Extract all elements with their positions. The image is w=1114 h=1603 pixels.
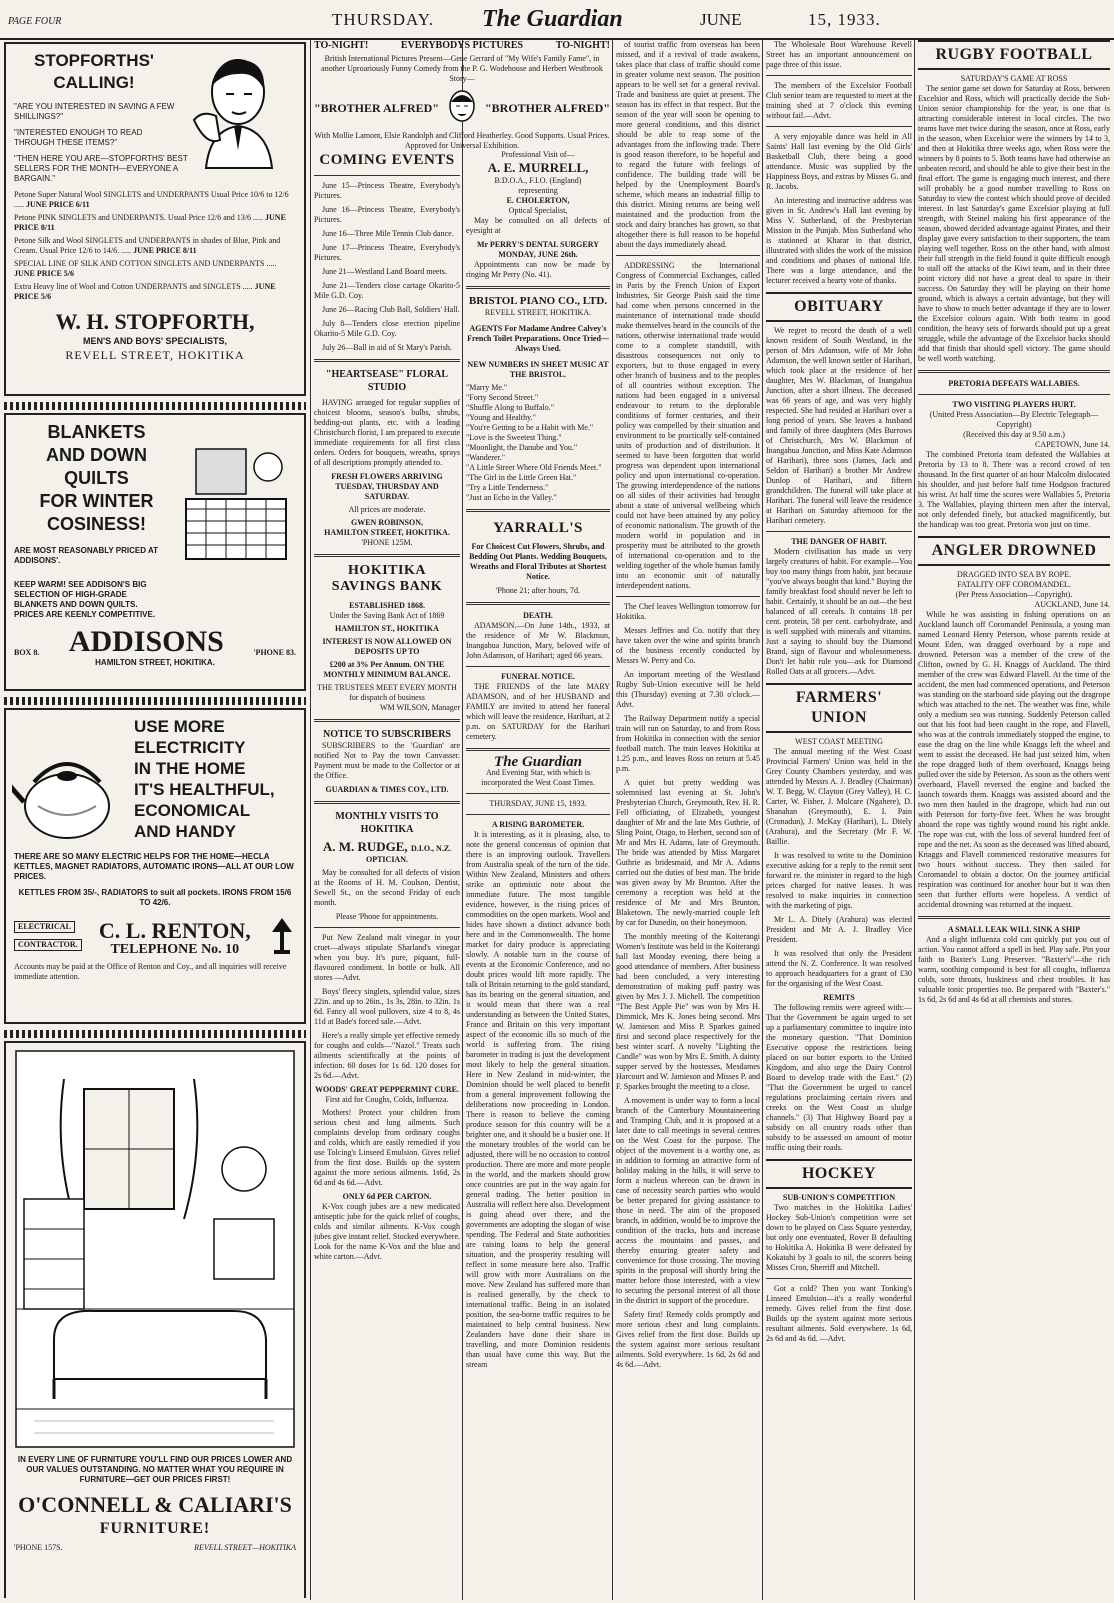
- leak-title: A SMALL LEAK WILL SINK A SHIP: [947, 925, 1081, 934]
- funeral-body: THE FRIENDS of the late MARY ADAMSON, and of her HUSBAND and FAMILY are invited to attend her funeral which will leave the residence, Harihari, at 2 p.m. on SATURDAY for the Harihari cemetery.: [466, 682, 610, 741]
- item-text: Petone Super Natural Wool SINGLETS and UNDERPANTS Usual Price 10/6 to 12/6: [14, 190, 289, 199]
- pictures-tonight: TO-NIGHT!: [314, 40, 369, 51]
- item-text: Extra Heavy line of Wool and Cotton UNDERPANTS and SINGLETS: [14, 282, 241, 291]
- renton-phone: TELEPHONE No. 10: [110, 941, 240, 957]
- renton-body: THERE ARE SO MANY ELECTRIC HELPS FOR THE HOME—HECLA KETTLES, MAGNET RADIATORS, AUTOMATIC IRONS—ALL AT OUR LOW PRICES.: [14, 852, 294, 881]
- woods-body: Mothers! Protect your children from serious chest and lung ailments. Such complaints develop from ordinary coughs and colds, which are easily remedied if you use Tolcing's Linseed Emulsion. Gives relief from the first dose. Builds up the system against the more serious ailments. 1s6d, 2s 6d and 4s 6d.—Advt.: [314, 1108, 460, 1187]
- event-item: June 15—Princess Theatre, Everybody's Pictures.: [314, 181, 460, 200]
- news-para: A quiet but pretty wedding was solemnised last evening at St. John's Presbyterian Church, Greymouth, Rev. H. R. Fell officiating, of Elizabeth, youngest daughter of Mr and the late Mrs Guthrie, of Sling Point, Otago, to Herbert, second son of Mr and Mrs H. Adams, late of Greymouth. The bride was attended by Miss Margaret Guthrie as bridesmaid, and Mr A. Adams carried out the duties of best man. The bride was given away by Mr Brunton. After the ceremony a reception was held at the residence of Mr and Mrs Brunton, Blaketown. The newly-married couple left by car for Dunedin, on their honeymoon.: [616, 778, 760, 927]
- stopforth-item: Petone PINK SINGLETS and UNDERPANTS. Usual Price 12/6 and 13/6 ..... JUNE PRICE 8/11: [14, 213, 286, 232]
- page-label: PAGE FOUR: [8, 16, 62, 27]
- editorial-masthead: The Guardian: [494, 754, 582, 770]
- remits-title: REMITS: [823, 993, 855, 1002]
- pretoria-credit: (United Press Association—By Electric Telegraph—Copyright): [929, 410, 1099, 429]
- stopforth-question: "ARE YOU INTERESTED IN SAVING A FEW SHILLINGS?": [14, 102, 175, 121]
- stopforth-item: Petone Super Natural Wool SINGLETS and UNDERPANTS Usual Price 10/6 to 12/6 ..... JUNE PRICE 6/11: [14, 190, 289, 209]
- song-item: "A Little Street Where Old Friends Meet.": [466, 463, 602, 472]
- news-para: An important meeting of the Westland Rugby Sub-Union executive will be held this (Thursday) evening at 7.30 o'clock.—Advt.: [616, 670, 760, 709]
- editorial-body: It is interesting, as it is pleasing, also, to note the general concensus of opinion that there is an improving outlook. Travellers from Australia speak of the turn of the tide. Within New Zealand, Ministers and others strike an optimistic note about the immediate future. The most tangible evidence, however, is the rising prices of commodities on the open markets. Wool and hides have shown a distinct advance both here and in the Commonwealth. The home market for dairy produce is appreciating slowly. A notable turn in the course of events at the Economic Conference, and no doubt prices would lift more rapidly. The talk of Britain returning to the gold standard, has its bearing on the general situation, and it would mean that there was a real understanding as between the United States, France and Britain on this very important aspect of the economic ills so much of the world is suffering from. The rising barometer in trading is just the development most likely to help the general situation. Here in New Zealand in mid-winter, the Dominion should be well placed to benefit from a general improvement following the deliberations now proceeding in London. There is reason to believe the coming produce season for this country will be a brighter one, and it should be a busier one. If the monetary troubles of the world can be adjusted, there will be no occasion to control production. There are more and more people in the world, and the markets should grow once countries are put in the way again for general trading. The better position in Australia will reflect here also. Development is going ahead over there, and the governments are adopting the slogan of wise spending. The Federal and State authorities are raising loans to help the general situation, and the prosperity resulting will reflect in some measure here also. Traffic will grow with more Australians on the move. New Zealand has suffered more than is realised generally, by the check to international traffic. Being in an isolated position, the sea-borne traffic requires to be maintained to help central business. New Zealanders have done their share in travelling, and more Dominion residents than usual have come this way. But the stream: [466, 830, 610, 1369]
- oconnell-ad: [4, 1041, 306, 1598]
- stopforth-address: REVELL STREET, HOKITIKA: [65, 348, 245, 362]
- angler-body: While he was assisting in fishing operations on an Auckland launch off Coromandel Peninsula, a young man named Leonard Henry Peterson, whose parents reside at Mount Eden, was dragged overboard by a rope and drowned. Peterson was a member of the crew of the Clifton, owned by G. H. Knaggs of Auckland. The third member of the crew was Edward Flavell. At the time of the accident, the men had commenced operations, and Peterson was standing on the starboard side playing out the dragrope which was attached to the net. The weather was fine, while only a medium sea was running. Suddenly Peterson called out that his foot had been caught in the rope, and Flavell, who was at the controls immediately stopped the engine, to ease the drag on the line while Knaggs left the wheel and went to assist the deceased. He had just seized him, when the rope dragged both of them overboard, Knaggs being pulled over the side by Peterson. As soon as the others went overboard, Flavell reversed the engine and backed the launch towards them. Knaggs was assisted aboard and the two men then hauled in the dragrope, which had run out with Peterson for forty-five feet. When he was brought aboard the rope was tightly wound round his right ankle. The rope was cut, with the loss of several hundred feet of rope and the net. As soon as the deceased was lifted aboard, Knaggs and Flavell commenced restorative measures for two hours without success. They then sailed for Coromandel to obtain a doctor. On the journey artificial respiration was continued for another hour but it was then seen that further efforts were hopeless. A verdict of accidental drowning was returned at the inquest.: [918, 610, 1110, 909]
- addisons-quilts: AND DOWN QUILTS: [46, 445, 147, 488]
- oconnell-name: O'CONNELL & CALIARI'S: [18, 1492, 292, 1517]
- murrell-body: May be consulted on all defects of eyesight at: [466, 216, 610, 235]
- murrell-where: Mr PERRY'S DENTAL SURGERY: [476, 240, 600, 249]
- item-text: Petone PINK SINGLETS and UNDERPANTS. Usual Price 12/6 and 13/6: [14, 213, 252, 222]
- news-para: The Chef leaves Wellington tomorrow for Hokitika.: [616, 602, 760, 621]
- habit-title: THE DANGER OF HABIT.: [791, 537, 887, 546]
- yarrall-body: For Choicest Cut Flowers, Shrubs, and Bedding Out Plants. Wedding Bouquets, Wreaths and Floral Tributes at Shortest Notice.: [469, 542, 607, 581]
- item-text: Petone Silk and Wool SINGLETS and UNDERPANTS in shades of Blue, Pink and Cream. Usual Price 12/6 to 14/6.: [14, 236, 281, 255]
- addisons-ad: [4, 413, 306, 691]
- rugby-title: RUGBY FOOTBALL: [935, 46, 1093, 63]
- death-body: ADAMSON.—On June 14th., 1933, at the residence of Mr W. Blackmun, Inangahua Junction, Mary, beloved wife of John Adamson, of Harihari; aged 66 years.: [466, 621, 610, 660]
- event-item: June 21—Tenders close cartage Okarito-5 Mile G.D. Coy.: [314, 281, 460, 300]
- notice-body: SUBSCRIBERS to the 'Guardian' are notified Not to Pay the town Canvasser. Payment must be made to the Collector or at the Office.: [314, 741, 460, 780]
- bristol-title: BRISTOL PIANO CO., LTD.: [468, 295, 608, 307]
- pretoria-dateline: CAPETOWN, June 14.: [1035, 440, 1110, 449]
- rugby-sub: SATURDAY'S GAME AT ROSS: [960, 74, 1068, 83]
- event-item: June 17—Princess Theatre, Everybody's Pictures.: [314, 243, 460, 262]
- song-item: "Marry Me.": [466, 383, 508, 392]
- masthead-date: 15, 1933.: [808, 10, 881, 29]
- obituary-title: OBITUARY: [794, 298, 884, 315]
- murrell-when: MONDAY, JUNE 26th.: [498, 250, 578, 259]
- habit-body: Modern civilisation has made us very largely creatures of habit. For example—You buy too many things from habit, just because "you've always bought that kind." Buying the family breakfast food should never be left to habit. Certainly, it should be an oat—the best balanced of all cereals. It contains 18 per cent. protein, 58 per cent. carbohydrate, and is well supplied with minerals and vitamins. Just a saying to should buy the Diamond Brand, sign of flavour and wholesomeness. Don't let habit rule you—ask for Diamond Rolled Oats at all grocers.—Advt.: [766, 547, 912, 676]
- song-item: "You're Getting to be a Habit with Me.": [466, 423, 594, 432]
- bristol-street: REVELL STREET, HOKITIKA.: [484, 308, 592, 317]
- bank-interest: INTEREST IS NOW ALLOWED ON DEPOSITS UP TO: [322, 637, 452, 656]
- addisons-phone: 'PHONE 83.: [253, 648, 296, 657]
- renton-contractor: CONTRACTOR.: [14, 939, 82, 951]
- masthead: [0, 0, 1114, 40]
- pretoria-body: The combined Pretoria team defeated the Wallabies at Pretoria by 13 to 8. There was a record crowd of ten thousand. In the first quarter of an hour Malcolm dislocated his shoulder, and just before half time Hodgson fractured his wrist. At half time the scores were Wallabies 5, Pretoria 3. The Wallabies, playing thirteen men after the interval, not only defended finely, but attacked magnificently, but the handicap was too great. Pretoria won just on time.: [918, 450, 1110, 529]
- angler-title: ANGLER DROWNED: [931, 542, 1097, 559]
- heartsease-fresh: FRESH FLOWERS ARRIVING TUESDAY, THURSDAY AND SATURDAY.: [331, 472, 443, 501]
- news-para: Messrs Jeffries and Co. notify that they have taken over the wine and spirits branch of the business recently conducted by Messrs W. Perry and Co.: [616, 626, 760, 665]
- heartsease-name: GWEN ROBINSON,: [350, 518, 423, 527]
- angler-dateline: AUCKLAND, June 14.: [1034, 600, 1110, 609]
- stopforth-question: "INTERESTED ENOUGH TO READ THROUGH THESE ITEMS?": [14, 128, 143, 147]
- heartsease-phone: 'PHONE 125M.: [361, 538, 413, 547]
- renton-ad: [4, 708, 306, 1024]
- renton-name: C. L. RENTON,: [98, 917, 251, 943]
- yarrall-title: YARRALL'S: [493, 520, 583, 536]
- stopforth-name: W. H. STOPFORTH,: [55, 309, 255, 334]
- item-price: JUNE PRICE 6/11: [26, 200, 90, 209]
- editorial-date: THURSDAY, JUNE 15, 1933.: [489, 799, 587, 808]
- heartsease-prices: All prices are moderate.: [348, 505, 426, 514]
- face-icon: [445, 88, 479, 128]
- coming-events-list: [314, 181, 460, 353]
- stopforth-question: "THEN HERE YOU ARE—STOPFORTHS' BEST SELLERS FOR THE MONTH—EVERYONE A BARGAIN.": [14, 154, 188, 183]
- item-price: JUNE PRICE 5/6: [14, 282, 276, 301]
- column-rule: [310, 40, 311, 1600]
- bank-title: SAVINGS BANK: [331, 579, 443, 594]
- column-rule: [612, 40, 613, 1600]
- border-ornament: [4, 1030, 306, 1038]
- angler-credit: (Per Press Association—Copyright).: [955, 590, 1073, 599]
- news-para: The members of the Excelsior Football Club senior team are requested to meet at the training shed at 7 o'clock this evening without fail.—Advt.: [766, 81, 912, 120]
- farmers-body: Mr L. A. Ditely (Arahura) was elected President and Mr A. J. Bradley Vice President.: [766, 915, 912, 944]
- remits-body: The following remits were agreed with:—That the Government be again urged to set up a parliamentary committee to inquire into the monetary question. "That Dominion Executive oppose the restrictions being placed on our butter exports to the United Kingdom, and also urge the Dairy Control Board to develop trade with the East." (2) "That the Government be urged to cancel regulations proclaiming certain rivers and creeks on the West Coast as sludge channels." (3) That Highway Board pay a subsidy on all country roads other than subsidy to be assessed on amount of motor traffic using their roads.: [766, 1003, 912, 1152]
- angler-sub2: FATALITY OFF COROMANDEL.: [957, 580, 1071, 589]
- leak-body: And a slight influenza cold can quickly put you out of action. You cannot afford a spell in bed. Play safe. Pin your faith to Baxter's Lung Preserver. "Baxter's"—the rich warm, soothing compound is best for all coughs, influenza colds, sore throats, huskiness and chest troubles. It has valuable tonic properties too. Be prepared with "Baxter's." 1s 6d, 2s 6d and 4s 6d at all chemists and stores.: [918, 935, 1110, 1004]
- renton-electrical: ELECTRICAL: [14, 921, 75, 933]
- woods-carton: ONLY 6d PER CARTON.: [342, 1192, 432, 1201]
- stopforth-item: SPECIAL LINE OF SILK AND COTTON SINGLETS AND UNDERPANTS ..... JUNE PRICE 5/6: [14, 259, 277, 278]
- hockey-sub: SUB-UNION'S COMPETITION: [782, 1193, 896, 1202]
- murrell-appt: Appointments can now be made by ringing Mr Perry (No. 41).: [466, 260, 610, 279]
- hockey-body: Two matches in the Hokitika Ladies' Hockey Sub-Union's competition were set down to be played on Cass Square yesterday, but only one eventuated, Rover B defaulting to Hokitika A. Hokitika B were defeated by Kokatahi by 3 goals to nil, the scorers being Misses Cron, Sherriff and Mitchell.: [766, 1203, 912, 1272]
- news-para: Here's a really simple yet effective remedy for coughs and colds—"Nazol." Treats such ailments scientifically at the points of infection. 60 doses for 1s 6d. 120 doses for 2s 6d.—Advt.: [314, 1031, 460, 1080]
- masthead-day: THURSDAY.: [332, 10, 435, 29]
- column-5: [766, 40, 912, 1598]
- rudge-quals: D.I.O., N.Z.: [410, 844, 452, 853]
- addisons-box: BOX 8.: [14, 648, 40, 657]
- bank-rate: £200 at 3% Per Annum. ON THE MONTHLY MINIMUM BALANCE.: [323, 660, 451, 679]
- pictures-body: British International Pictures Present—Gene Gerrard of "My Wife's Family Fame", in another Uproariously Funny Comedy from the P. G. Wodehouse and Herbert Westbrook Story—: [321, 54, 603, 83]
- heartsease-body: HAVING arranged for regular supplies of choicest blooms, season's bulbs, shrubs, bedding-out plants, etc. with a leading Christchurch florist, I am prepared to execute immediate requirements for all first class orders. Orders for bouquets, wreaths, sprays of all descriptions promptly attended to.: [314, 398, 460, 467]
- advert-column: [4, 40, 306, 1598]
- column-4: [616, 40, 760, 1598]
- event-item: June 26—Racing Club Ball, Soldiers' Hall.: [322, 305, 460, 314]
- rudge-title: MONTHLY VISITS TO HOKITIKA: [335, 811, 439, 835]
- news-para: ADDRESSING the International Congress of Commercial Exchanges, called in Paris by the French Union of Export Industries, Sir George Paish said the time had come when persons concerned in the maintenance of international trade should make themselves heard in the councils of the nations, otherwise international trade would come to a complete standstill, with disastrous consequences not only to exporters, but to those engaged in every other branch of business and to the peoples of all countries without exception. The nations had been engaged in a universal endeavour to return to the deplorable conditions of former centuries, and their policy was compelled by their situation and environment to be practically self-contained units of production and of distribution. It seemed to have been forgotten that world progress was dependent upon international policy and upon international co-operation. The growing interdependence of the nations on all sides of their activities had brought about a state of universal wellbeing which could not have been attained by any policy of economic nationalism. The growth of the modern world in population and in prosperity must be attributed to the growth of international co-operation and to the welding together of the whole human family into an economic unit of naturally interdependent nations.: [616, 261, 760, 590]
- farmers-title: FARMERS' UNION: [795, 689, 883, 726]
- column-rule: [762, 40, 763, 1600]
- song-item: "Love is the Sweetest Thing.": [466, 433, 562, 442]
- heartsease-title: "HEARTSEASE" FLORAL STUDIO: [325, 369, 449, 393]
- column-2: [314, 150, 460, 1598]
- murrell-rep: representing: [518, 186, 558, 195]
- renton-kettles: KETTLES FROM 35/-, RADIATORS to suit all pockets. IRONS FROM 15/6 TO 42/6.: [18, 888, 292, 907]
- farmers-body: It was resolved to write to the Dominion executive asking for a reply to the remit sent forward re. the minister in regard to the high prices charged for native leases. It was resolved to make inquiries in connection with the marketing of pigs.: [766, 851, 912, 910]
- yarrall-phone: 'Phone 21; after hours, 7d.: [495, 586, 581, 595]
- murrell-intro: Professional Visit of—: [501, 150, 575, 159]
- kettle-illustration: [12, 726, 122, 846]
- pictures-film: "BROTHER ALFRED": [484, 100, 610, 115]
- man-illustration: [176, 50, 296, 170]
- bank-street: HAMILTON ST., HOKITIKA: [335, 624, 439, 633]
- news-para: The monthly meeting of the Koiterangi Women's Institute was held in the Koiterangi hall last Monday evening, there being a good attendance of members. After business had been concluded, a very interesting demonstration of making puff pastry was given by Mrs J. J. Michell. The competition "The Best Apple Pie" was won by Mrs H. Dimmick, Mrs K. Jones being second. Mrs W. Jamieson and Miss P. Sparkes gained first and second place respectively for the best winter scarf. A novelty "Lighting the Candle" was won by Mrs E. Smith. A dainty supper served by the hostesses, Mesdames Harcourt and W. Jamieson and Misses P. and F. Sparkes brought the meeting to a close.: [616, 932, 760, 1091]
- renton-heading: ELECTRICITY: [134, 738, 246, 757]
- addisons-price-line: ARE MOST REASONABLY PRICED AT ADDISONS'.: [14, 546, 159, 565]
- heartsease-address: HAMILTON STREET, HOKITIKA.: [324, 528, 450, 537]
- stopforth-calling: CALLING!: [53, 73, 135, 92]
- addisons-body: KEEP WARM! SEE ADDISON'S BIG SELECTION OF HIGH-GRADE BLANKETS AND DOWN QUILTS. PRICES ARE KEENLY COMPETITIVE.: [14, 580, 156, 619]
- border-ornament: [4, 697, 306, 705]
- rudge-phone: Please 'Phone for appointments.: [335, 912, 439, 921]
- woods-sub: First aid for Coughs, Colds, Influenza.: [325, 1095, 449, 1104]
- farmers-sub: WEST COAST MEETING: [795, 737, 883, 746]
- addisons-blankets: BLANKETS: [47, 422, 146, 442]
- news-para: Boys' fleecy singlets, splendid value, sizes 22in. and up to 26in., 1s 3s, 28in. to 32in. 1s 6d. Fancy all wool pullovers, size 4 to 8, 4s 11d at Bade's forced sale.—Advt.: [314, 987, 460, 1026]
- addisons-cosiness: COSINESS!: [46, 514, 147, 534]
- notice-sig: GUARDIAN & TIMES COY., LTD.: [325, 785, 449, 794]
- oconnell-body: IN EVERY LINE OF FURNITURE YOU'LL FIND OUR PRICES LOWER AND OUR VALUES OUTSTANDING. NO MATTER WHAT YOU REQUIRE IN FURNITURE—GET OUR PRICES FIRST!: [17, 1455, 293, 1484]
- stopforth-item: Extra Heavy line of Wool and Cotton UNDERPANTS and SINGLETS ..... JUNE PRICE 5/6: [14, 282, 276, 301]
- quilt-illustration: [176, 439, 296, 579]
- song-item: "Moonlight, the Danube and You.": [466, 443, 578, 452]
- item-price: JUNE PRICE 8/11: [14, 213, 286, 232]
- renton-heading: ECONOMICAL: [134, 801, 251, 820]
- pictures-cast: With Mollie Lamont, Elsie Randolph and Clifford Heatherley. Good Supports. Usual Prices. Approved for Universal Exhibition.: [314, 131, 610, 150]
- song-list: [466, 383, 610, 503]
- stopforth-item-list: [14, 190, 296, 302]
- event-item: June 16—Princess Theatre, Everybody's Pictures.: [314, 205, 460, 224]
- event-item: June 16—Three Mile Tennis Club dance.: [322, 229, 454, 238]
- renton-heading: AND HANDY: [134, 822, 236, 841]
- news-para: of tourist traffic from overseas has been missed, and if a revival of trade awakens, takes place that class of traffic should come in greater volume next season. The position appears to be well set for a general revival. Trade and business are quiet at present. The season has its effect in that respect. But the season of the year will soon be opening to more general conditions, and this district should be able to reap some of the advantages from the inflowing trade. There is good reason therefore, to be hopeful and to regard the future with feelings of confidence. The building trade will be helped by the Unemployment Board's scheme, which means an industrial fillip to this district. Mining returns are being well maintained and the production from the stock and dairy branches has grown, so that altogether there is full reason to be hopeful about the days immediately ahead.: [616, 40, 760, 249]
- murrell-role: Optical Specialist,: [508, 206, 568, 215]
- funeral-title: FUNERAL NOTICE.: [501, 672, 575, 681]
- bank-est: ESTABLISHED 1868.: [349, 601, 425, 610]
- column-rule: [914, 40, 915, 1600]
- renton-heading: IT'S HEALTHFUL,: [134, 780, 275, 799]
- event-item: July 26—Ball in aid of St Mary's Parish.: [322, 343, 452, 352]
- addisons-name: ADDISONS: [68, 625, 224, 658]
- song-item: "Forty Second Street.": [466, 393, 539, 402]
- farmers-body: The annual meeting of the West Coast Provincial Farmers' Union was held in the Grey County Chambers yesterday, and was attended by Messrs A. J. Bradley (Chairman) W. T. Begg, W. Clayton (Grey Valley), H. C. Carter, W. Fisher, J. Mulcare (Ngahere), D. Shanahan (Greymouth), E. I. Pain (Cronadun), J. McKay (Harihari), L. Ditely (Arahura), and the Secretary (Mr F. W. Baillie.: [766, 747, 912, 846]
- renton-heading: IN THE HOME: [134, 759, 246, 778]
- song-item: "Wanderer.": [466, 453, 505, 462]
- rugby-body: The senior game set down for Saturday at Ross, between Excelsior and Ross, which will practically decide the Sub-Union senior championship for the year, is one that is attracting considerable interest in local circles. The two teams have met twice during the season, once at Ross, early in the season, when Excelsior were the winners by 14 to 3, and then at Hokitika three weeks ago, when Ross were the winners by 8 points to 5. Both teams have had otherwise an unbeaten record, and should be able to give their best in the final effort. The game is engaging much interest, and there will probably be a good number travelling to Ross on Saturday to view the contest which should prove of decided interest. In last Saturday's game Excelsior playing at full strength, with Steinel making his first appearance of the season, showed decided advantage against Pirates, and their display gave every satisfaction to their supporters, the team playing well together. Ross on the other hand, with almost their full strength in the field found it quite difficult enough to stall off the attacks of the Kiwi team, and in their three point victory did not have a great deal to spare in their success. On Saturday they will be playing on their home ground, which is always a certain advantage, but they will have to show to much better advantage if they are to lower the Excelsior colours again. With both teams in good condition, the heavy sets of forwards should put up a great struggle, while the advantage of the Excelsior backs should add that finish that should spell victory. The game should be well worth watching.: [918, 84, 1110, 363]
- bristol-music-title: NEW NUMBERS IN SHEET MUSIC AT THE BRISTOL.: [467, 360, 609, 379]
- pictures-title: EVERYBODYS PICTURES: [400, 40, 524, 51]
- event-item: June 21—Westland Land Board meets.: [322, 267, 447, 276]
- rudge-role: OPTICIAN.: [365, 855, 408, 864]
- news-para: The Wholesale Boot Warehouse Revell Street has an important announcement on page three of this issue.: [766, 40, 912, 69]
- news-para: The Railway Department notify a special train will run on Saturday, to and from Ross from Hokitika in connection with the senior football match. The train leaves Hokitika at 1.25 p.m., and leaves Ross on return at 5.45 p.m.: [616, 714, 760, 773]
- room-illustration: [14, 1049, 296, 1449]
- song-item: "The Girl in the Little Green Hat.": [466, 473, 577, 482]
- item-text: SPECIAL LINE OF SILK AND COTTON SINGLETS AND UNDERPANTS: [14, 259, 265, 268]
- rudge-name-text: A. M. RUDGE,: [322, 839, 408, 854]
- oconnell-sub: FURNITURE!: [99, 1520, 211, 1537]
- death-title: DEATH.: [523, 611, 553, 620]
- border-ornament: [4, 402, 306, 410]
- renton-footer: Accounts may be paid at the Office of Renton and Coy., and all inquiries will receive immediate attention.: [14, 962, 287, 981]
- hockey-title: HOCKEY: [801, 1165, 877, 1182]
- news-para: Put New Zealand malt vinegar in your cruet—always stipulate Sharland's vinegar when you buy. It's pure, piquant, full-flavoured condiment. In bottle or bulk. All stores —Advt.: [314, 933, 460, 982]
- column-6: [918, 40, 1110, 1598]
- item-price: JUNE PRICE 5/6: [14, 269, 75, 278]
- obituary-body: We regret to record the death of a well known resident of South Westland, in the person of Mrs Adamson, wife of Mr John Adamson, the well known settler of Harihari, which took place at the residence of her daughter, Mrs W. Blackman, of Inangahua Junction, after a short illness. The deceased was 66 years of age, and was very highly respected. She had resided at Harihari over a long period of years. She leaves a husband and family of three daughters (Mrs Burrows of Christchurch, Mrs W. Blackmun of Inangahua Junction, and Miss Kate Adamson of Harihari), three sons (James, Jack and Seldon of Harihari) a brother Mr Andrew Dunlop of Harihari, and fifteen grandchildren. The funeral will take place at Harihari. The funeral will leave the residence at Harihari on Saturday afternoon for the Harihari cemetery.: [766, 326, 912, 525]
- stopforth-line: MEN'S AND BOYS' SPECIALISTS,: [83, 336, 227, 346]
- news-para: An interesting and instructive address was given in St. Andrew's Hall last evening by Miss V. Sutherland, of the Presbyterian Mission in the Punjab. Miss Sutherland who is stationed at Kharar in that district, illustrated with slides the work of the mission and conditions and phases of national life. There was a large attendance, and the lecturer received a hearty vote of thanks.: [766, 196, 912, 285]
- rudge-name: [314, 839, 460, 855]
- farmers-body: It was resolved that only the President attend the N. Z. Conference. It was resolved to approach headquarters for a grant of £30 for the organising of the West Coast.: [766, 949, 912, 988]
- murrell-quals: B.D.O.A., F.I.O. (England): [494, 176, 582, 185]
- column-rule: [462, 40, 463, 1600]
- notice-title: NOTICE TO SUBSCRIBERS: [322, 729, 451, 740]
- pretoria-sub: TWO VISITING PLAYERS HURT.: [952, 400, 1076, 409]
- hockey-advt: Got a cold? Then you want Tonking's Linseed Emulsion—it's a really wonderful remedy. Gives relief from the first dose. Builds up the system against more serious resultant ailments. Sold everywhere. 1s 6d, 2s 6d and 4s 6d. —Advt.: [766, 1284, 912, 1343]
- masthead-month: JUNE: [700, 10, 742, 29]
- bank-trustees: THE TRUSTEES MEET EVERY MONTH for dispatch of business: [317, 683, 457, 702]
- addisons-address: HAMILTON STREET, HOKITIKA.: [95, 658, 215, 667]
- bank-act: Under the Saving Bank Act of 1869: [329, 611, 445, 620]
- oconnell-phone: 'PHONE 157S.: [14, 1543, 63, 1552]
- event-item: July 8—Tenders close erection pipeline Okarito-5 Mile G.D. Coy.: [314, 319, 460, 338]
- song-item: "Young and Healthy.": [466, 413, 536, 422]
- oconnell-address: REVELL STREET—HOKITIKA: [194, 1543, 296, 1552]
- woods-kvox: K-Vox cough jubes are a new medicated antiseptic jube for the quick relief of coughs, colds and similar ailments. K-Vox cough jubes give instant relief. Stocked everywhere. Look for the name K-Vox and the blue and white carton.—Advt.: [314, 1202, 460, 1261]
- stopforth-ad: [4, 42, 306, 396]
- column-3: [466, 150, 610, 1598]
- renton-heading: USE MORE: [134, 717, 225, 736]
- stopforth-heading: STOPFORTHS': [34, 51, 154, 70]
- pretoria-title: PRETORIA DEFEATS WALLABIES.: [948, 379, 1080, 388]
- bank-manager: WM WILSON, Manager: [379, 703, 460, 712]
- pictures-ad: [314, 40, 610, 150]
- woods-title: WOODS' GREAT PEPPERMINT CURE.: [314, 1085, 459, 1094]
- stopforth-item: Petone Silk and Wool SINGLETS and UNDERPANTS in shades of Blue, Pink and Cream. Usual Price 12/6 to 14/6. ..... JUNE PRICE 8/11: [14, 236, 281, 255]
- bristol-agents: AGENTS For Madame Andree Calvey's French Toilet Preparations. Once Tried—Always Used.: [467, 324, 609, 353]
- coming-events-title: COMING EVENTS: [319, 152, 455, 168]
- murrell-name: A. E. MURRELL,: [487, 160, 589, 175]
- news-para: Safety first! Remedy colds promptly and more serious chest and lung complaints. Gives relief from the first dose. Builds up the system against more serious resultant ailments. Sold everywhere. 1s 6d, 2s 6d and 4s 6d.—Advt.: [616, 1310, 760, 1369]
- song-item: "Just an Echo in the Valley.": [466, 493, 557, 502]
- murrell-firm: E. CHOLERTON,: [506, 196, 570, 205]
- masthead-title: The Guardian: [482, 6, 623, 32]
- editorial-heading: A RISING BAROMETER.: [491, 820, 585, 829]
- addisons-winter: FOR WINTER: [39, 491, 154, 511]
- lamp-icon: [268, 916, 296, 956]
- rudge-body: May be consulted for all defects of vision at the Rooms of H. M. Coulson, Dentist, Sewell St., on the second Friday of each month.: [314, 868, 460, 907]
- news-para: A very enjoyable dance was held in All Saints' Hall last evening by the Old Girls' Basketball Club, there being a good attendance. Music was supplied by the Happiness Boys, and extras by Misses G. and R. Jacobs.: [766, 132, 912, 191]
- song-item: "Shuffle Along to Buffalo.": [466, 403, 555, 412]
- pictures-tonight: TO-NIGHT!: [555, 40, 610, 51]
- pretoria-received: (Received this day at 9.50 a.m.): [963, 430, 1065, 439]
- news-para: A movement is under way to form a local branch of the Canterbury Mountaineering and Tramping Club, and it is proposed at a later date to call meetings in several centres on the West Coast for the purpose. The object of the movement is a worthy one, as in addition to forming an attractive form of holiday making in the hills, it will serve to form a nucleus whereon can be drawn in case of necessity search parties who would be better prepared for giving assistance to those in need. The aim of the proposed branch, in addition, would be to improve the condition of the tracks, huts and increase access the mountains and passes, and thereby ensuring greater safety and convenience for those crossing. The moving spirits in the proposal will shortly bring the matter before those interested, with a view to securing the personal interest of all those in the district in support of the procedure.: [616, 1096, 760, 1305]
- pictures-film: "BROTHER ALFRED": [314, 100, 440, 115]
- item-price: JUNE PRICE 8/11: [133, 246, 197, 255]
- bank-title: HOKITIKA: [348, 563, 426, 578]
- editorial-sub: And Evening Star, with which is incorporated the West Coast Times.: [481, 768, 595, 787]
- angler-sub: DRAGGED INTO SEA BY ROPE.: [956, 570, 1071, 579]
- song-item: "Try a Little Tenderness.": [466, 483, 549, 492]
